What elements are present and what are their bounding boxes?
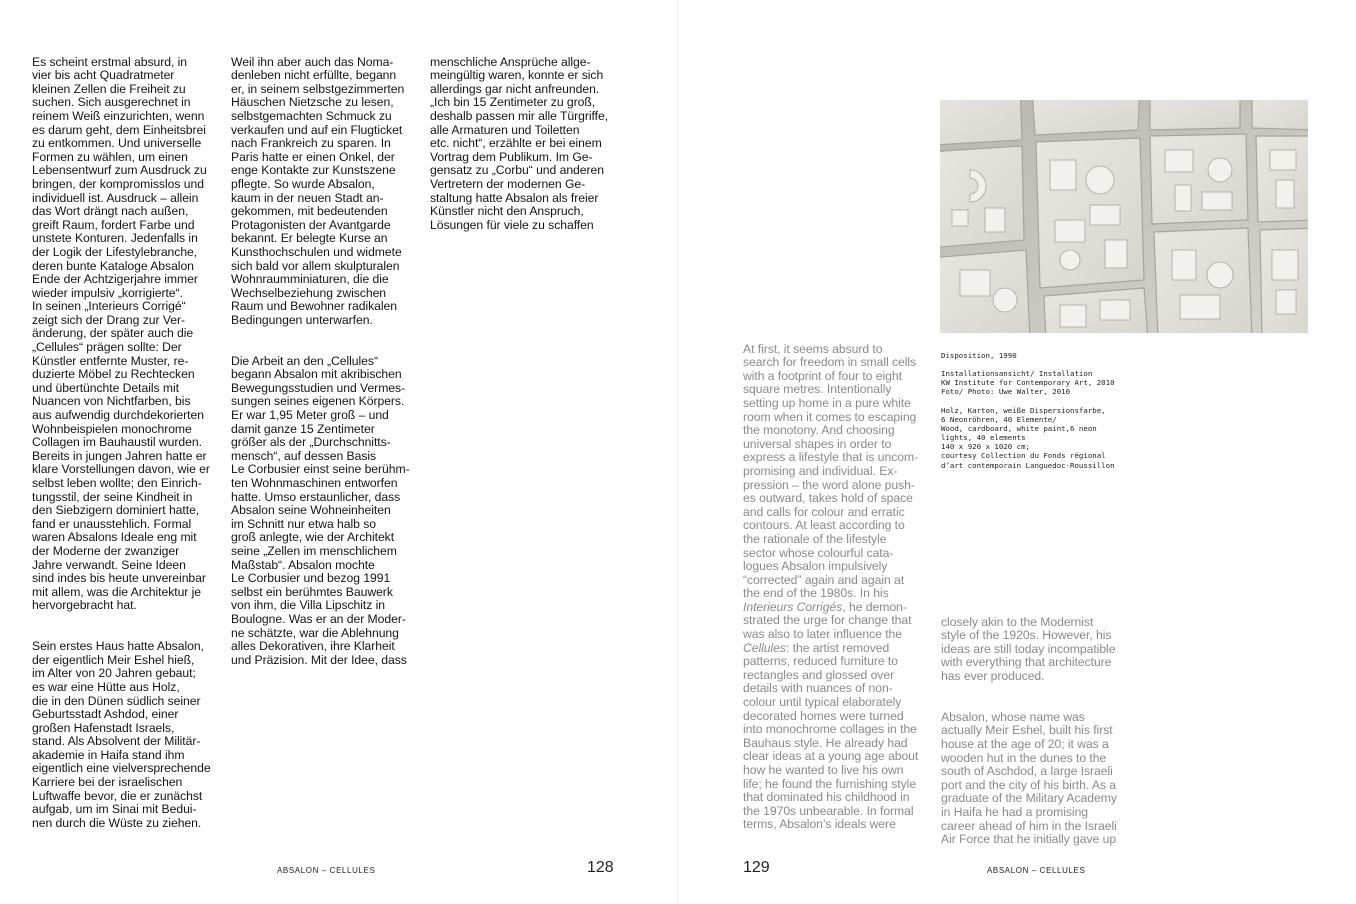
english-column-2 <box>941 602 1141 860</box>
german-column-2 <box>231 42 426 681</box>
installation-photo <box>940 100 1308 333</box>
italic-title: Interieurs Corrigés <box>743 599 843 614</box>
text-run: , he demon- strated the urge for change that was also to later influence the <box>743 599 912 642</box>
gutter <box>677 0 678 904</box>
text-run: At first, it seems absurd to search for freedom in small cells with a footprint of four to eight square metres. Intentionally setting up home in a pure white room when it comes to escaping the monotony. And choosing universal shapes in order to express a lifestyle that is uncom- promising and individual. Ex- pression – the word alone push- es outward, takes hold of space and calls for colour and erratic contours. At least according to the rationale of the lifestyle sector whose colourful cata- logues Absalon impulsively “corrected” again and again at the end of the 1980s. In his <box>743 341 919 601</box>
running-footer-right: ABSALON – CELLULES <box>987 866 1086 875</box>
paragraph: Weil ihn aber auch das Noma- denleben nicht erfüllte, begann er, in seinem selbstgezimmerten Häuschen Nietzsche zu lesen, selbstgemachten Schmuck zu verkaufen und auf ein Flugticket nach Frankreich zu sparen. In Paris hatte er einen Onkel, der enge Kontakte zur Kunstszene pflegte. So wurde Absalon, kaum in der neuen Stadt an- gekommen, mit bedeutenden Protagonisten der Avantgarde bekannt. Er belegte Kurse an Kunsthochschulen und widmete sich bald vor allem skulpturalen Wohnraumminiaturen, die die Wechselbeziehung zwischen Raum und Bewohner radikalen Bedingungen unterwarfen. <box>231 54 405 327</box>
text-run: : the artist removed patterns, reduced furniture to rectangles and glossed over details with nuances of non- colour until typical elaborately decorated homes were turned into monochrome collages in the Bauhaus style. He already had clear ideas at a young age about how he wanted to live his own life; he found the furnishing style that dominated his childhood in the 1970s unbearable. In formal terms, Absalon’s ideals were <box>743 640 919 832</box>
photo-caption-materials: Holz, Karton, weiße Dispersionsfarbe, 6 Neonröhren, 40 Elemente/ Wood, cardboard, white paint,6 neon lights, 40 elements 140 x 920 x 1020 cm; courtesy Collection du Fonds régional d’art contemporain Languedoc-Roussillon <box>941 406 1115 470</box>
german-column-3 <box>430 42 625 246</box>
paragraph: menschliche Ansprüche allge- meingültig waren, konnte er sich allerdings gar nicht anfreunden. „Ich bin 15 Zentimeter zu groß, deshalb passen mir alle Türgriffe, alle Armaturen und Toiletten etc. nicht“, erzählte er bei einem Vortrag dem Publikum. Im Ge- gensatz zu „Corbu“ und anderen Vertretern der modernen Ge- staltung hatte Absalon als freier Künstler nicht den Anspruch, Lösungen für viele zu schaffen <box>430 54 609 232</box>
paragraph: Es scheint erstmal absurd, in vier bis acht Quadratmeter kleinen Zellen die Freiheit zu suchen. Sich ausgerechnet in reinem Weiß einzurichten, wenn es darum geht, dem Einheitsbrei zu entkommen. Und universelle Formen zu wählen, um einen Lebensentwurf zum Ausdruck zu bringen, der kompromisslos und individuell ist. Ausdruck – allein das Wort drängt nach außen, greift Raum, fordert Farbe und unstete Konturen. Jedenfalls in der Logik der Lifestylebranche, deren bunte Kataloge Absalon Ende der Achtzigerjahre immer wieder impulsiv „korrigierte“. In seinen „Interieurs Corrigé“ zeigt sich der Drang zur Ver- änderung, der später auch die „Cellules“ prägen sollte: Der Künstler entfernte Muster, re- duzierte Möbel zu Rechtecken und übertünchte Details mit Nuancen von Nichtfarben, bis aus aufwendig durchdekorierten Wohnbeispielen monochrome Collagen im Bauhaustil wurden. Bereits in jungen Jahren hatte er klare Vorstellungen davon, wie er selbst leben wollte; den Einrich- tungsstil, der seine Kindheit in den Siebzigern dominiert hatte, fand er unausstehlich. Formal waren Absalons Ideale eng mit der Moderne der zwanziger Jahre verwandt. Seine Ideen sind indes bis heute unvereinbar mit allem, was die Architektur je hervorgebracht hat. <box>32 54 210 613</box>
paragraph: Die Arbeit an den „Cellules“ begann Absalon mit akribischen Bewegungsstudien und Vermes- sungen seines eigenen Körpers. Er war 1,95 Meter groß – und damit ganze 15 Zentimeter größer als der „Durchschnitts- mensch“, auf dessen Basis Le Corbusier einst seine berühm- ten Wohnmaschinen entworfen hatte. Umso erstaunlicher, dass Absalon seine Wohneinheiten im Schnitt nur etwa halb so groß anlegte, wie der Architekt seine „Zellen im menschlichem Maßstab“. Absalon mochte Le Corbusier und bezog 1991 selbst ein berühmtes Bauwerk von ihm, die Villa Lipschitz in Boulogne. Was er an der Moder- ne schätzte, war die Ablehnung alles Dekorativen, ihre Klarheit und Präzision. Mit der Idee, dass <box>231 353 410 667</box>
running-footer-left: ABSALON – CELLULES <box>277 866 376 875</box>
page-number-right: 129 <box>743 859 770 876</box>
english-column-1 <box>743 329 938 846</box>
german-column-1 <box>32 42 227 844</box>
page-number-left: 128 <box>587 859 614 876</box>
photo-caption-credits: Installationsansicht/ Installation KW Institute for Contemporary Art, 2010 Foto/ Photo: Uwe Walter, 2010 <box>941 369 1115 397</box>
paragraph <box>743 343 938 832</box>
paragraph: closely akin to the Modernist style of the 1920s. However, his ideas are still today incompatible with everything that architecture has ever produced. <box>941 614 1116 683</box>
paragraph: Sein erstes Haus hatte Absalon, der eigentlich Meir Eshel hieß, im Alter von 20 Jahren gebaut; es war eine Hütte aus Holz, die in den Dünen südlich seiner Geburtsstadt Ashdod, einer großen Hafenstadt Israels, stand. Als Absolvent der Militär- akademie in Haifa stand ihm eigentlich eine vielversprechende Karriere bei der israelischen Luftwaffe bevor, die er zunächst aufgab, um im Sinai mit Bedui- nen durch die Wüste zu ziehen. <box>32 639 211 830</box>
italic-title: Cellules <box>743 640 786 655</box>
photo-caption-title: Disposition, 1990 <box>941 351 1017 360</box>
photo-illustration <box>940 100 1308 333</box>
paragraph: Absalon, whose name was actually Meir Eshel, built his first house at the age of 20; it was a wooden hut in the dunes to the south of Aschdod, a large Israeli port and the city of his birth. As a graduate of the Military Academy in Haifa he had a promising career ahead of him in the Israeli Air Force that he initially gave up <box>941 709 1117 847</box>
